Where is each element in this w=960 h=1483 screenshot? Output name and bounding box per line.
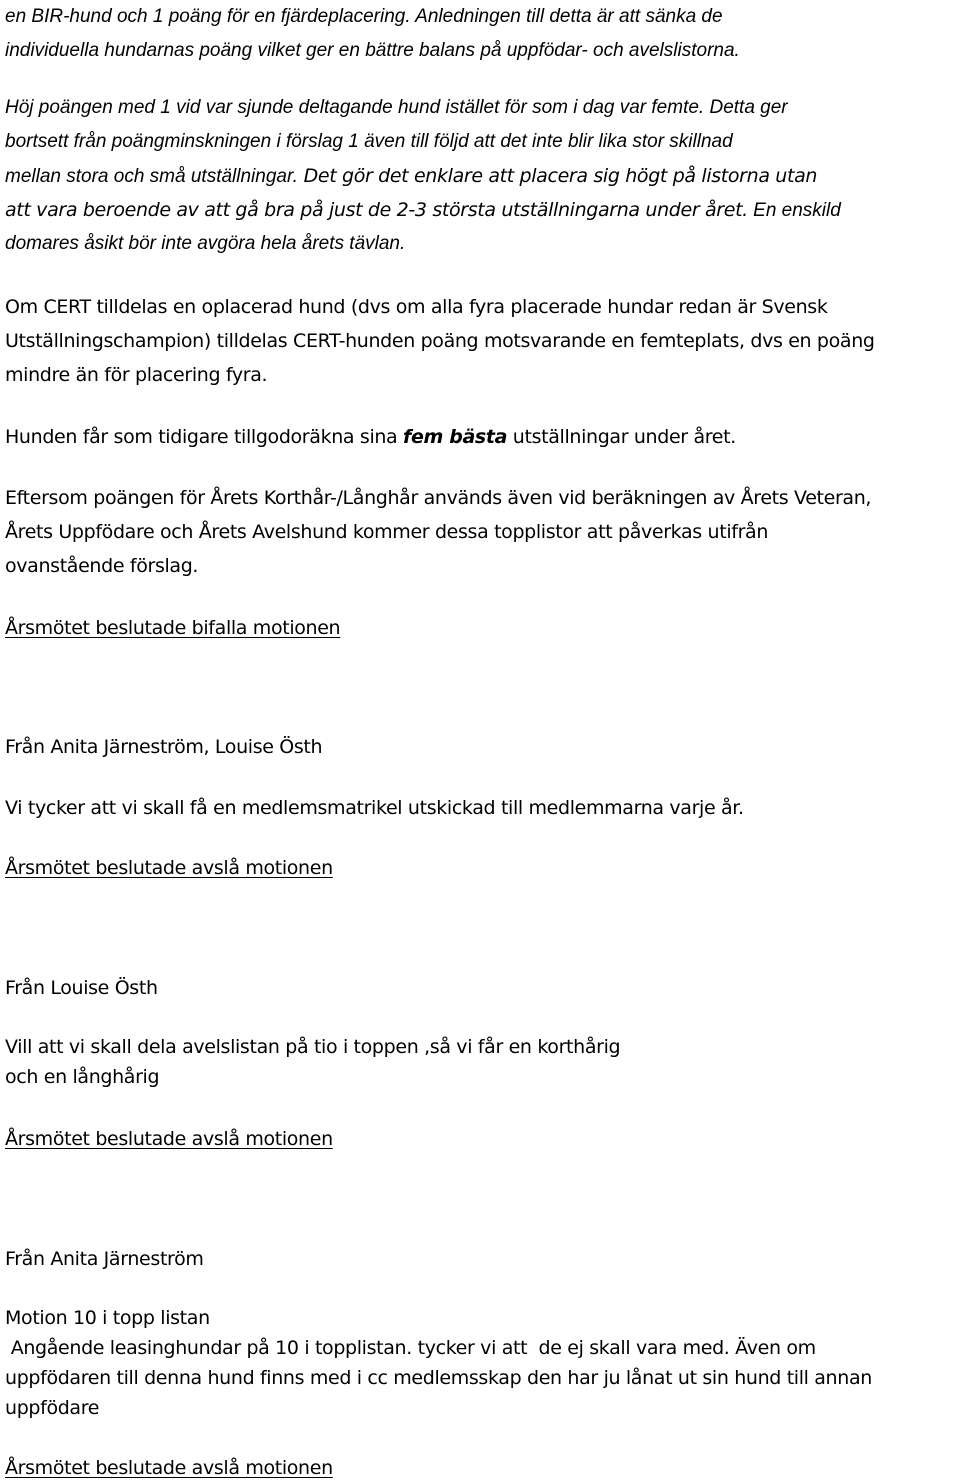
text-segment: mellan stora och små utställningar. bbox=[5, 166, 298, 187]
motion-from-header bbox=[5, 1242, 960, 1276]
text-line: uppfödaren till denna hund finns med i cc medlemsskap den har ju lånat ut sin hund till annan bbox=[5, 1367, 872, 1389]
text-segment: En enskild bbox=[747, 200, 841, 221]
text-line: en BIR-hund och 1 poäng för en fjärdeplacering. Anledningen till detta är att sänka de bbox=[5, 6, 723, 27]
decision-text: Årsmötet beslutade avslå motionen bbox=[5, 857, 333, 879]
text-line: domares åsikt bör inte avgöra hela årets tävlan. bbox=[5, 233, 406, 254]
decision-text: Årsmötet beslutade avslå motionen bbox=[5, 1457, 333, 1479]
decision-rejected bbox=[5, 1122, 960, 1156]
text-line: Eftersom poängen för Årets Korthår-/Långhår används även vid beräkningen av Årets Veteran, bbox=[5, 487, 872, 509]
text-segment: utställningar under året. bbox=[507, 426, 736, 448]
title-text: Motion 10 i topp listan bbox=[5, 1307, 210, 1329]
text-line: Utställningschampion) tilldelas CERT-hunden poäng motsvarande en femteplats, dvs en poäng bbox=[5, 330, 875, 352]
text-segment: Det gör det enklare att placera sig högt på listorna utan bbox=[297, 165, 818, 187]
decision-text: Årsmötet beslutade avslå motionen bbox=[5, 1128, 333, 1150]
author-text: Från Anita Järneström bbox=[5, 1248, 204, 1270]
paragraph-points-reduction bbox=[5, 0, 960, 68]
paragraph-best-shows bbox=[5, 420, 960, 454]
text-segment: att vara beroende av att gå bra på just de 2-3 största utställningarna under året. bbox=[5, 199, 748, 221]
motion-text bbox=[5, 791, 960, 825]
decision-rejected bbox=[5, 1453, 960, 1483]
author-text: Från Anita Järneström, Louise Östh bbox=[5, 736, 323, 758]
text-line: mindre än för placering fyra. bbox=[5, 364, 268, 386]
text-line: Vill att vi skall dela avelslistan på tio i toppen ,så vi får en korthårig bbox=[5, 1036, 621, 1058]
text-line: bortsett från poängminskningen i förslag 1 även till följd att det inte blir lika stor skillnad bbox=[5, 131, 733, 152]
text-line: Angående leasinghundar på 10 i topplistan. tycker vi att de ej skall vara med. Även om bbox=[5, 1337, 816, 1359]
paragraph-points-increase bbox=[5, 91, 960, 261]
text-line: individuella hundarnas poäng vilket ger en bättre balans på uppfödar- och avelslistorna. bbox=[5, 40, 740, 61]
text-line: Om CERT tilldelas en oplacerad hund (dvs om alla fyra placerade hundar redan är Svensk bbox=[5, 296, 828, 318]
author-text: Från Louise Östh bbox=[5, 977, 158, 999]
text-line: och en långhårig bbox=[5, 1066, 160, 1088]
paragraph-affected-lists bbox=[5, 481, 960, 583]
text-segment: Hunden får som tidigare tillgodoräkna sina bbox=[5, 426, 404, 448]
motion-from-header bbox=[5, 730, 960, 764]
decision-rejected bbox=[5, 851, 960, 885]
motion-text bbox=[5, 1032, 960, 1092]
text-line: Vi tycker att vi skall få en medlemsmatrikel utskickad till medlemmarna varje år. bbox=[5, 797, 744, 819]
motion-title bbox=[5, 1303, 960, 1333]
text-line: uppfödare bbox=[5, 1397, 100, 1419]
decision-approved bbox=[5, 611, 960, 645]
emphasis-text: fem bästa bbox=[403, 426, 508, 448]
decision-text: Årsmötet beslutade bifalla motionen bbox=[5, 617, 341, 639]
paragraph-cert-rule bbox=[5, 290, 960, 392]
text-line: ovanstående förslag. bbox=[5, 555, 199, 577]
motion-from-header bbox=[5, 971, 960, 1005]
text-line: Årets Uppfödare och Årets Avelshund kommer dessa topplistor att påverkas utifrån bbox=[5, 521, 769, 543]
text-line: Höj poängen med 1 vid var sjunde deltagande hund istället för som i dag var femte. Detta ger bbox=[5, 97, 788, 118]
motion-text bbox=[5, 1333, 960, 1423]
